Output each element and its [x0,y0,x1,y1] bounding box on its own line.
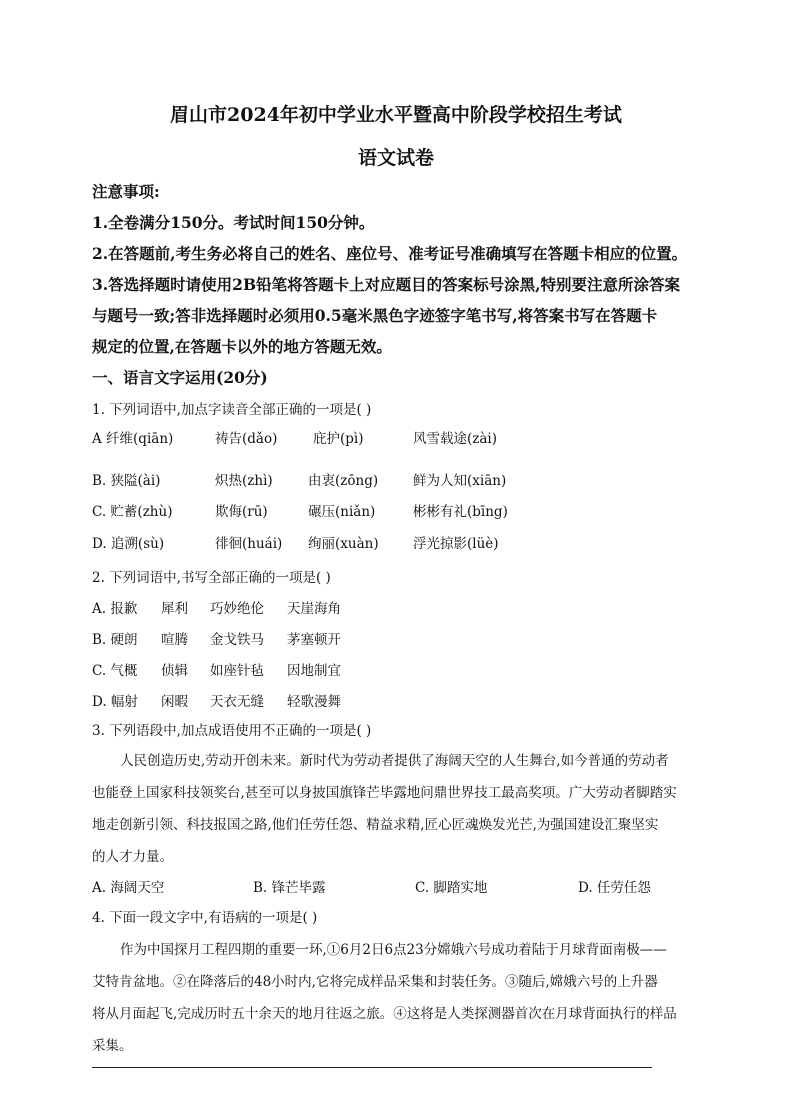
q1-option-d-word-2: 徘徊(huái) [215,536,283,552]
q3-option-b: B. 锋芒毕露 [253,880,326,896]
notice-heading: 注意事项: [92,182,160,201]
q4-passage-line: 艾特肯盆地。②在降落后的48小时内,它将完成样品采集和封装任务。③随后,嫦娥六号的上升器 [92,974,658,990]
q4-passage-line: 将从月面起飞,完成历时五十余天的地月往返之旅。④这将是人类探测器首次在月球背面执行的样品 [92,1006,677,1022]
q1-option-a-word-3: 庇护(pì) [313,431,364,447]
q2-option-a-word-2: 犀利 [161,601,188,617]
q4-passage-line: 作为中国探月工程四期的重要一环,①6月2日6点23分嫦娥六号成功着陆于月球背面南极—— [120,942,667,958]
q1-option-d-word-1: D. 追溯(sù) [92,536,165,552]
notice-item: 3.答选择题时请使用2B铅笔将答题卡上对应题目的答案标号涂黑,特别要注意所涂答案 [92,275,680,294]
q2-option-d-word-1: D. 幅射 [92,694,138,710]
q3-passage-line: 人民创造历史,劳动开创未来。新时代为劳动者提供了海阔天空的人生舞台,如今普通的劳动者 [120,753,669,769]
q1-option-b-word-4: 鲜为人知(xiān) [413,473,507,489]
q3-option-a: A. 海阔天空 [92,880,165,896]
q1-option-a-word-1: A 纤维(qiān) [92,431,174,447]
q3-passage-line: 也能登上国家科技领奖台,甚至可以身披国旗锋芒毕露地问鼎世界技工最高奖项。广大劳动者脚踏实 [92,785,677,801]
notice-item: 2.在答题前,考生务必将自己的姓名、座位号、准考证号准确填写在答题卡相应的位置。 [92,244,688,263]
notice-item: 1.全卷满分150分。考试时间150分钟。 [92,213,375,232]
q2-option-d-word-3: 天衣无缝 [210,694,264,710]
question-4-stem: 4. 下面一段文字中,有语病的一项是( ) [92,910,318,926]
q3-passage-line: 的人才力量。 [92,849,173,865]
notice-item: 规定的位置,在答题卡以外的地方答题无效。 [92,337,392,356]
q2-option-c-word-3: 如座针毡 [210,663,264,679]
q2-option-a-word-3: 巧妙绝伦 [210,601,264,617]
exam-subtitle: 语文试卷 [357,147,434,169]
q1-option-c-word-3: 碾压(niǎn) [308,504,376,520]
q4-passage-line: 采集。 [92,1038,133,1054]
q1-option-b-word-3: 由衷(zōng) [308,473,379,489]
q2-option-d-word-4: 轻歌漫舞 [287,694,341,710]
footer-divider [92,1067,652,1068]
section-heading: 一、语言文字运用(20分) [92,368,268,387]
q2-option-c-word-1: C. 气概 [92,663,138,679]
q2-option-b-word-2: 喧腾 [161,632,188,648]
q2-option-c-word-4: 因地制宜 [287,663,341,679]
q2-option-b-word-3: 金戈铁马 [210,632,264,648]
q2-option-b-word-4: 茅塞顿开 [287,632,341,648]
q1-option-b-word-1: B. 狭隘(ài) [92,473,161,489]
question-2-stem: 2. 下列词语中,书写全部正确的一项是( ) [92,570,331,586]
q1-option-b-word-2: 炽热(zhì) [215,473,273,489]
q2-option-c-word-2: 侦辑 [161,663,188,679]
q1-option-a-word-4: 风雪载途(zài) [413,431,498,447]
q1-option-c-word-4: 彬彬有礼(bīng) [413,504,508,520]
q1-option-d-word-3: 绚丽(xuàn) [308,536,379,552]
q1-option-d-word-4: 浮光掠影(lüè) [413,536,499,552]
q3-passage-line: 地走创新引领、科技报国之路,他们任劳任怨、精益求精,匠心匠魂焕发光芒,为强国建设汇聚坚实 [92,817,659,833]
question-3-stem: 3. 下列语段中,加点成语使用不正确的一项是( ) [92,723,372,739]
q3-option-c: C. 脚踏实地 [415,880,488,896]
q1-option-c-word-1: C. 贮蓄(zhù) [92,504,173,520]
q1-option-c-word-2: 欺侮(rū) [215,504,268,520]
question-1-stem: 1. 下列词语中,加点字读音全部正确的一项是( ) [92,402,372,418]
q3-option-d: D. 任劳任怨 [578,880,651,896]
q2-option-a-word-4: 天崖海角 [287,601,341,617]
notice-item: 与题号一致;答非选择题时必须用0.5毫米黑色字迹签字笔书写,将答案书写在答题卡 [92,306,658,325]
q2-option-a-word-1: A. 报歉 [92,601,138,617]
exam-title: 眉山市2024年初中学业水平暨高中阶段学校招生考试 [170,104,622,126]
q1-option-a-word-2: 祷告(dǎo) [215,431,278,447]
q2-option-b-word-1: B. 硬朗 [92,632,138,648]
q2-option-d-word-2: 闲暇 [161,694,188,710]
